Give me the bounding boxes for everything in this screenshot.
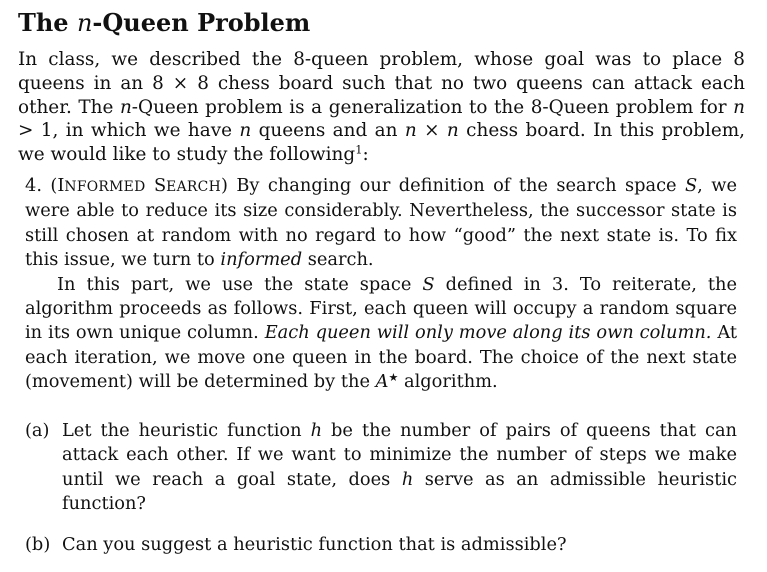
section-paragraph-2: In this part, we use the state space S defined in 3. To reiterate, the algorithm proceeds as follows. First, each queen will occupy a random square in its own unique column. Each queen will only move along its own column. At each iteration, we move one queen in the board. The choice of the next state (movement) will be determined by the A★ algorithm. <box>25 273 738 393</box>
intro-paragraph: In class, we described the 8-queen problem, whose goal was to place 8 queens in an 8 × 8 chess board such that no two queens can attack each other. The n-Queen problem is a generalization to the 8-Queen problem for n > 1, in which we have n queens and an n × n chess board. In this problem, we would like to study the following$^1$: <box>18 49 745 166</box>
question-a-label: (a) <box>25 420 50 441</box>
astar-star: ★ <box>388 371 399 385</box>
emphasis-column-rule: Each queen will only move along its own column. <box>264 322 712 344</box>
section-number: 4. ( <box>25 175 58 196</box>
page-title: The n-Queen Problem <box>18 8 311 37</box>
question-a: (a) Let the heuristic function h be the number of pairs of queens that can attack each other. If we want to minimize the number of steps we make until we reach a goal state, does h serve as an admissible heuristic function? <box>25 420 737 515</box>
question-b: (b) Can you suggest a heuristic function that is admissible? <box>25 533 737 557</box>
footnote-marker: 1 <box>355 142 363 157</box>
question-list <box>25 419 737 557</box>
section-informed-search <box>25 174 737 395</box>
question-b-label: (b) <box>25 533 51 555</box>
section-paragraph-1: 4. (INFORMED SEARCH) By changing our definition of the search space S, we were able to reduce its size considerably. Nevertheless, the successor state is still chosen at random with no regard to how “good” the next state is. To fix this issue, we turn to informed search. <box>25 175 737 271</box>
title-variable-n: n <box>76 9 93 37</box>
